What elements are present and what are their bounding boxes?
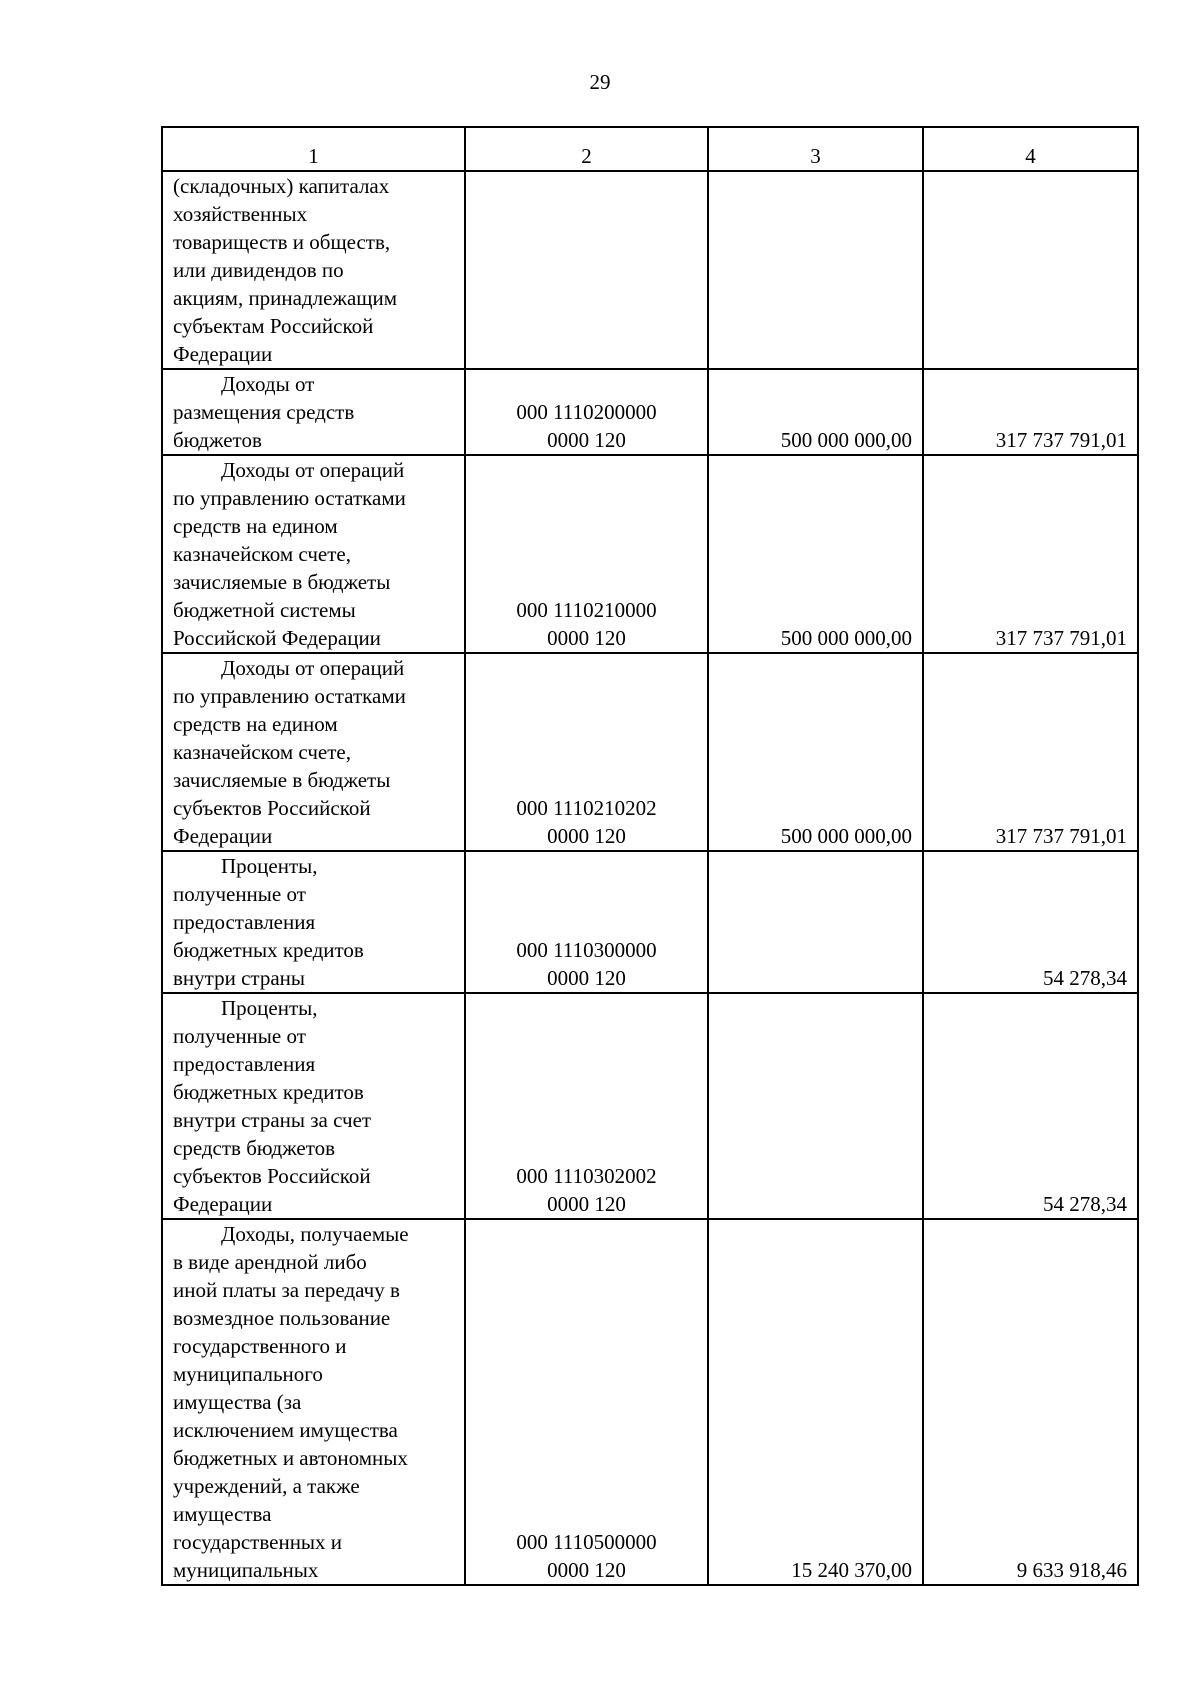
actual-amount-cell: 54 278,34 [923,993,1138,1219]
actual-amount-cell: 317 737 791,01 [923,653,1138,851]
revenue-name-line: зачисляемые в бюджеты [173,570,391,594]
revenue-name-line: полученные от [173,1024,306,1048]
revenue-name-line: Российской Федерации [173,626,381,650]
revenue-name-line: муниципального [173,1362,323,1386]
planned-amount-cell: 15 240 370,00 [708,1219,923,1585]
revenue-name-line: возмездное пользование [173,1306,391,1330]
revenue-name-cell [162,993,465,1219]
revenue-name-line: государственного и [173,1334,347,1358]
revenue-name-line: предоставления [173,1052,316,1076]
budget-code-line: 0000 120 [547,428,626,452]
revenue-name-line: Федерации [173,342,273,366]
revenue-name-line: бюджетных кредитов [173,938,364,962]
table-row [162,851,1138,993]
revenue-name-line: Федерации [173,1192,273,1216]
budget-code-line: 000 1110500000 [516,1530,657,1554]
revenue-name-line: акциям, принадлежащим [173,286,397,310]
revenue-name-line: Доходы от операций [221,656,405,680]
revenue-name-line: по управлению остатками [173,684,406,708]
revenue-name-line: исключением имущества [173,1418,398,1442]
actual-amount-cell [923,171,1138,369]
revenue-name-line: товариществ и обществ, [173,230,391,254]
revenue-name-cell [162,851,465,993]
table-row [162,993,1138,1219]
revenue-name-line: в виде арендной либо [173,1250,367,1274]
revenue-name-line: хозяйственных [173,202,308,226]
table-row [162,171,1138,369]
revenue-name-line: зачисляемые в бюджеты [173,768,391,792]
budget-code-line: 000 1110200000 [516,400,657,424]
revenue-name-line: бюджетов [173,428,262,452]
revenue-name-line: средств бюджетов [173,1136,336,1160]
column-header-2: 2 [465,127,708,171]
revenue-name-line: (складочных) капиталах [173,174,390,198]
budget-code-cell [465,851,708,993]
revenue-name-line: Доходы, получаемые [221,1222,409,1246]
revenue-name-line: бюджетных и автономных [173,1446,408,1470]
revenue-name-line: субъектов Российской [173,1164,371,1188]
budget-code-line: 000 1110210202 [516,796,657,820]
revenue-name-line: учреждений, а также [173,1474,360,1498]
budget-code-line: 0000 120 [547,1558,626,1582]
revenue-name-line: Проценты, [221,996,318,1020]
column-header-4: 4 [923,127,1138,171]
table-row [162,653,1138,851]
planned-amount-cell: 500 000 000,00 [708,653,923,851]
revenue-table [161,126,1139,1586]
revenue-name-line: имущества (за [173,1390,302,1414]
budget-code-cell [465,653,708,851]
column-header-3: 3 [708,127,923,171]
planned-amount-cell [708,993,923,1219]
revenue-name-cell [162,653,465,851]
revenue-name-line: государственных и [173,1530,343,1554]
actual-amount-cell: 54 278,34 [923,851,1138,993]
budget-code-line: 000 1110210000 [516,598,657,622]
revenue-name-line: иной платы за передачу в [173,1278,400,1302]
revenue-name-line: казначейском счете, [173,542,351,566]
budget-code-line: 000 1110300000 [516,938,657,962]
budget-code-cell [465,993,708,1219]
revenue-name-line: бюджетных кредитов [173,1080,364,1104]
budget-code-line: 0000 120 [547,1192,626,1216]
budget-code-line: 000 1110302002 [516,1164,657,1188]
table-body [162,171,1138,1585]
actual-amount-cell: 9 633 918,46 [923,1219,1138,1585]
revenue-name-line: средств на едином [173,712,338,736]
revenue-name-line: внутри страны за счет [173,1108,372,1132]
budget-code-line: 0000 120 [547,626,626,650]
revenue-name-cell [162,455,465,653]
column-header-1: 1 [162,127,465,171]
actual-amount-cell: 317 737 791,01 [923,455,1138,653]
revenue-name-line: Доходы от [221,372,315,396]
revenue-name-line: полученные от [173,882,306,906]
table-row [162,1219,1138,1585]
revenue-name-line: имущества [173,1502,272,1526]
planned-amount-cell [708,851,923,993]
revenue-name-line: субъектам Российской [173,314,374,338]
page-number: 29 [589,70,611,94]
budget-code-line: 0000 120 [547,966,626,990]
revenue-name-line: Проценты, [221,854,318,878]
budget-code-line: 0000 120 [547,824,626,848]
planned-amount-cell [708,171,923,369]
revenue-name-line: размещения средств [173,400,355,424]
revenue-name-line: бюджетной системы [173,598,356,622]
table-row [162,455,1138,653]
revenue-name-line: предоставления [173,910,316,934]
budget-code-cell [465,455,708,653]
header-row [162,127,1138,171]
budget-code-cell [465,1219,708,1585]
revenue-name-cell [162,369,465,455]
revenue-name-line: Доходы от операций [221,458,405,482]
revenue-name-line: средств на едином [173,514,338,538]
table-row [162,369,1138,455]
revenue-name-cell [162,1219,465,1585]
revenue-name-line: муниципальных [173,1558,319,1582]
revenue-name-line: внутри страны [173,966,305,990]
actual-amount-cell: 317 737 791,01 [923,369,1138,455]
revenue-name-line: или дивидендов по [173,258,344,282]
budget-code-cell [465,171,708,369]
revenue-name-line: Федерации [173,824,273,848]
revenue-name-line: субъектов Российской [173,796,371,820]
revenue-name-line: по управлению остатками [173,486,406,510]
revenue-name-line: казначейском счете, [173,740,351,764]
planned-amount-cell: 500 000 000,00 [708,455,923,653]
planned-amount-cell: 500 000 000,00 [708,369,923,455]
revenue-name-cell [162,171,465,369]
budget-code-cell [465,369,708,455]
